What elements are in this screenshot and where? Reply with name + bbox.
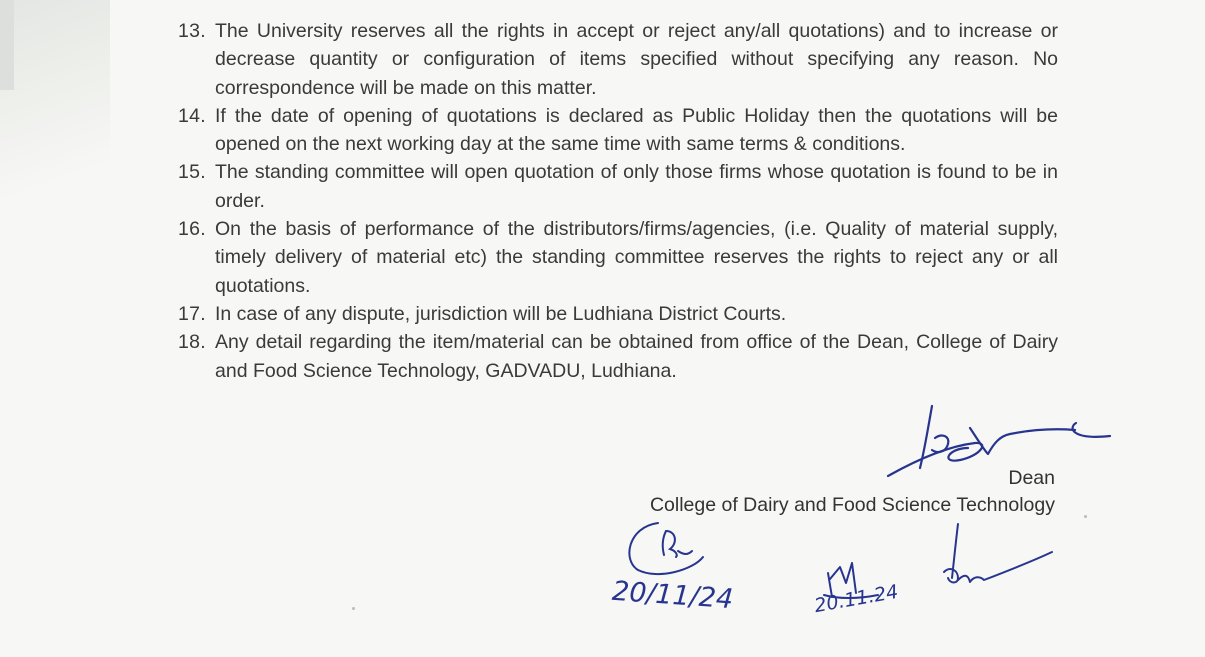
clause-text: In case of any dispute, jurisdiction will be Ludhiana District Courts. bbox=[215, 302, 787, 325]
scan-speck bbox=[352, 607, 355, 610]
signature-right bbox=[940, 520, 1060, 595]
signatory-block bbox=[650, 465, 1055, 519]
clause-text: If the date of opening of quotations is declared as Public Holiday then the quotations will be opened on the next working day at the same time with same terms & conditions. bbox=[215, 104, 1058, 156]
terms-list bbox=[178, 17, 1058, 385]
handwritten-date-left: 20/11/24 bbox=[611, 575, 735, 616]
handwritten-date-middle: 20.11.24 bbox=[812, 580, 900, 618]
clause-16 bbox=[178, 215, 1058, 300]
clause-15 bbox=[178, 158, 1058, 215]
clause-text: The standing committee will open quotation of only those firms whose quotation is found to be in order. bbox=[215, 161, 1058, 212]
scan-speck bbox=[1084, 515, 1087, 518]
signatory-org: College of Dairy and Food Science Technology bbox=[649, 494, 1055, 516]
clause-13 bbox=[178, 17, 1058, 102]
clause-text: Any detail regarding the item/material can be obtained from office of the Dean, College of Dairy and Food Science Technology, GADVADU, Ludhiana. bbox=[215, 331, 1058, 382]
clause-number: 17. bbox=[178, 302, 207, 325]
clause-text: The University reserves all the rights in accept or reject any/all quotations) and to increase or decrease quantity or configuration of items specified without specifying any reason. No correspondence will be made on this matter. bbox=[215, 20, 1058, 99]
clause-18 bbox=[178, 328, 1058, 385]
clause-number: 18. bbox=[178, 331, 207, 354]
clause-number: 14. bbox=[178, 104, 207, 127]
clause-number: 13. bbox=[178, 20, 207, 42]
signatory-title: Dean bbox=[1008, 467, 1055, 489]
page-edge bbox=[0, 0, 14, 90]
initial-signature-left bbox=[618, 515, 718, 585]
clause-text: On the basis of performance of the distributors/firms/agencies, (i.e. Quality of material supply, timely delivery of material etc) the standing committee reserves the rights to reject any or all quotations. bbox=[215, 218, 1058, 297]
clause-14 bbox=[178, 102, 1058, 159]
clause-number: 16. bbox=[178, 218, 207, 241]
page-edge-shadow bbox=[0, 0, 110, 230]
clause-number: 15. bbox=[178, 161, 207, 184]
clause-17 bbox=[178, 300, 1058, 328]
